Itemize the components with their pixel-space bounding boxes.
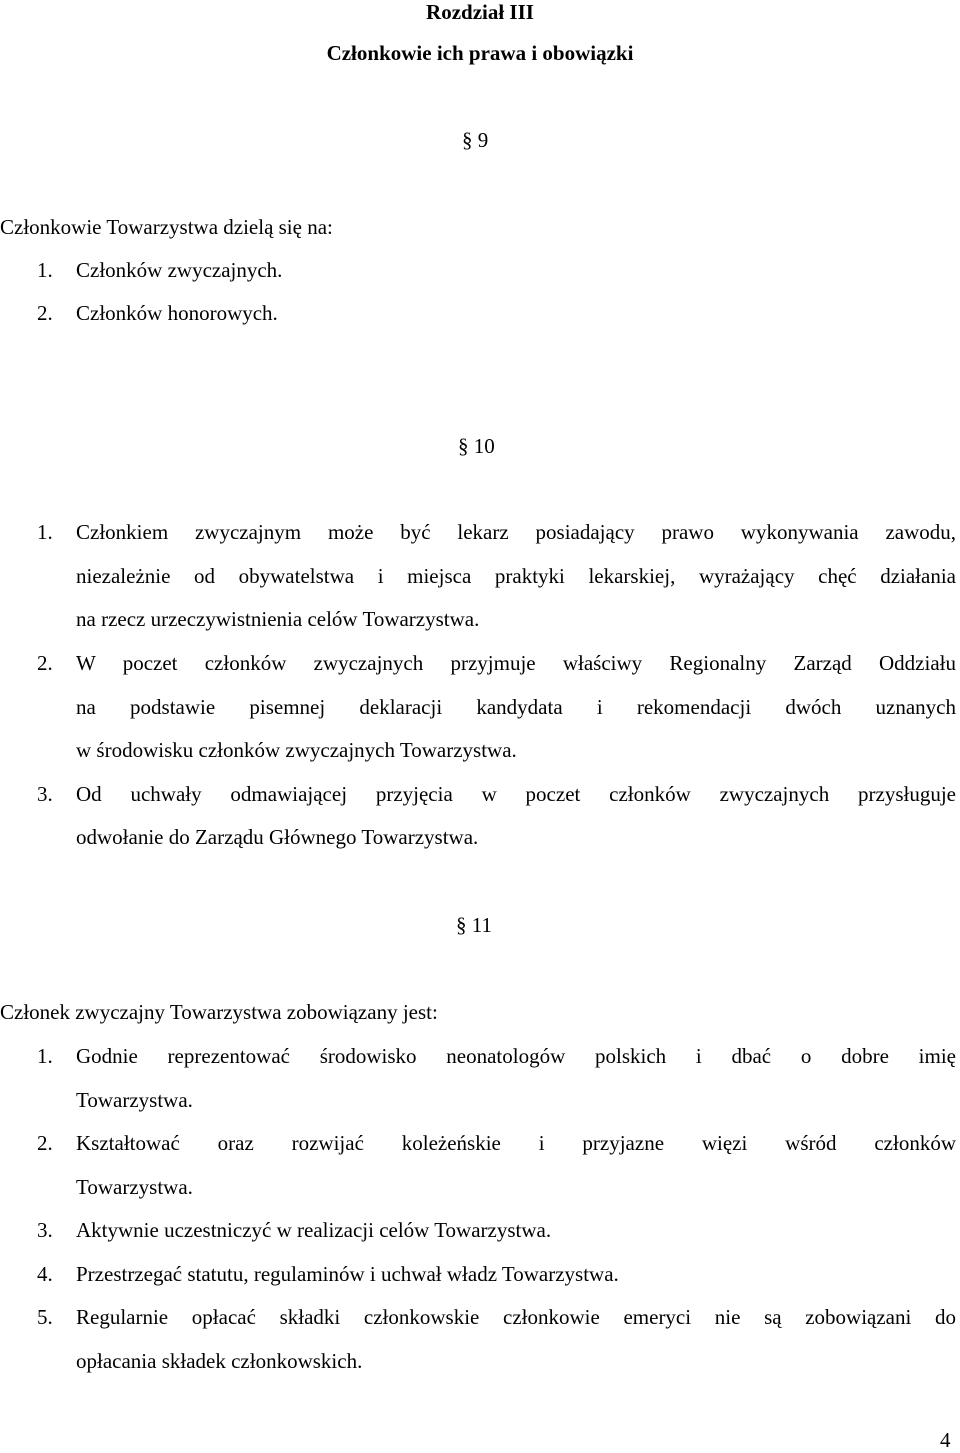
section-heading-11: § 11: [456, 913, 492, 937]
section-heading-9: § 9: [462, 128, 489, 152]
chapter-title: Rozdział III: [426, 0, 534, 24]
list-item-number: 3.: [37, 1218, 53, 1242]
list-item-line: Regularnie opłacać składki członkowskie członkowie emeryci nie są zobowiązani do: [76, 1305, 956, 1329]
list-item-line: w środowisku członków zwyczajnych Towarzystwa.: [76, 738, 517, 762]
list-item-line: Towarzystwa.: [76, 1088, 193, 1112]
list-item-line: Przestrzegać statutu, regulaminów i uchwał władz Towarzystwa.: [76, 1262, 619, 1286]
list-item-line: niezależnie od obywatelstwa i miejsca praktyki lekarskiej, wyrażający chęć działania: [76, 564, 956, 588]
list-item-line: Od uchwały odmawiającej przyjęcia w poczet członków zwyczajnych przysługuje: [76, 782, 956, 806]
list-item-line: Aktywnie uczestniczyć w realizacji celów Towarzystwa.: [76, 1218, 552, 1242]
list-item-line: na podstawie pisemnej deklaracji kandydata i rekomendacji dwóch uznanych: [76, 695, 956, 719]
section11-intro: Członek zwyczajny Towarzystwa zobowiązany jest:: [0, 1000, 438, 1024]
list-item-line: Kształtować oraz rozwijać koleżeńskie i przyjazne więzi wśród członków: [76, 1131, 956, 1155]
list-item-line: Godnie reprezentować środowisko neonatologów polskich i dbać o dobre imię: [76, 1044, 956, 1068]
list-item-number: 2.: [37, 1131, 53, 1155]
list-item-text: Członków zwyczajnych.: [76, 258, 283, 282]
list-item-number: 2.: [37, 301, 53, 325]
list-item-number: 1.: [37, 258, 53, 282]
list-item-number: 5.: [37, 1305, 53, 1329]
chapter-subtitle: Członkowie ich prawa i obowiązki: [326, 41, 634, 65]
list-item-number: 4.: [37, 1262, 53, 1286]
list-item-number: 3.: [37, 782, 53, 806]
list-item-number: 1.: [37, 1044, 53, 1068]
list-item-line: Towarzystwa.: [76, 1175, 193, 1199]
list-item-line: na rzecz urzeczywistnienia celów Towarzystwa.: [76, 607, 480, 631]
list-item-line: W poczet członków zwyczajnych przyjmuje właściwy Regionalny Zarząd Oddziału: [76, 651, 956, 675]
list-item-line: odwołanie do Zarządu Głównego Towarzystwa.: [76, 825, 479, 849]
list-item-number: 1.: [37, 520, 53, 544]
section-heading-10: § 10: [458, 434, 495, 458]
list-item-line: Członkiem zwyczajnym może być lekarz posiadający prawo wykonywania zawodu,: [76, 520, 956, 544]
page-number: 4: [940, 1428, 951, 1452]
list-item-line: opłacania składek członkowskich.: [76, 1349, 363, 1373]
section9-intro: Członkowie Towarzystwa dzielą się na:: [0, 215, 333, 239]
list-item-text: Członków honorowych.: [76, 301, 278, 325]
list-item-number: 2.: [37, 651, 53, 675]
